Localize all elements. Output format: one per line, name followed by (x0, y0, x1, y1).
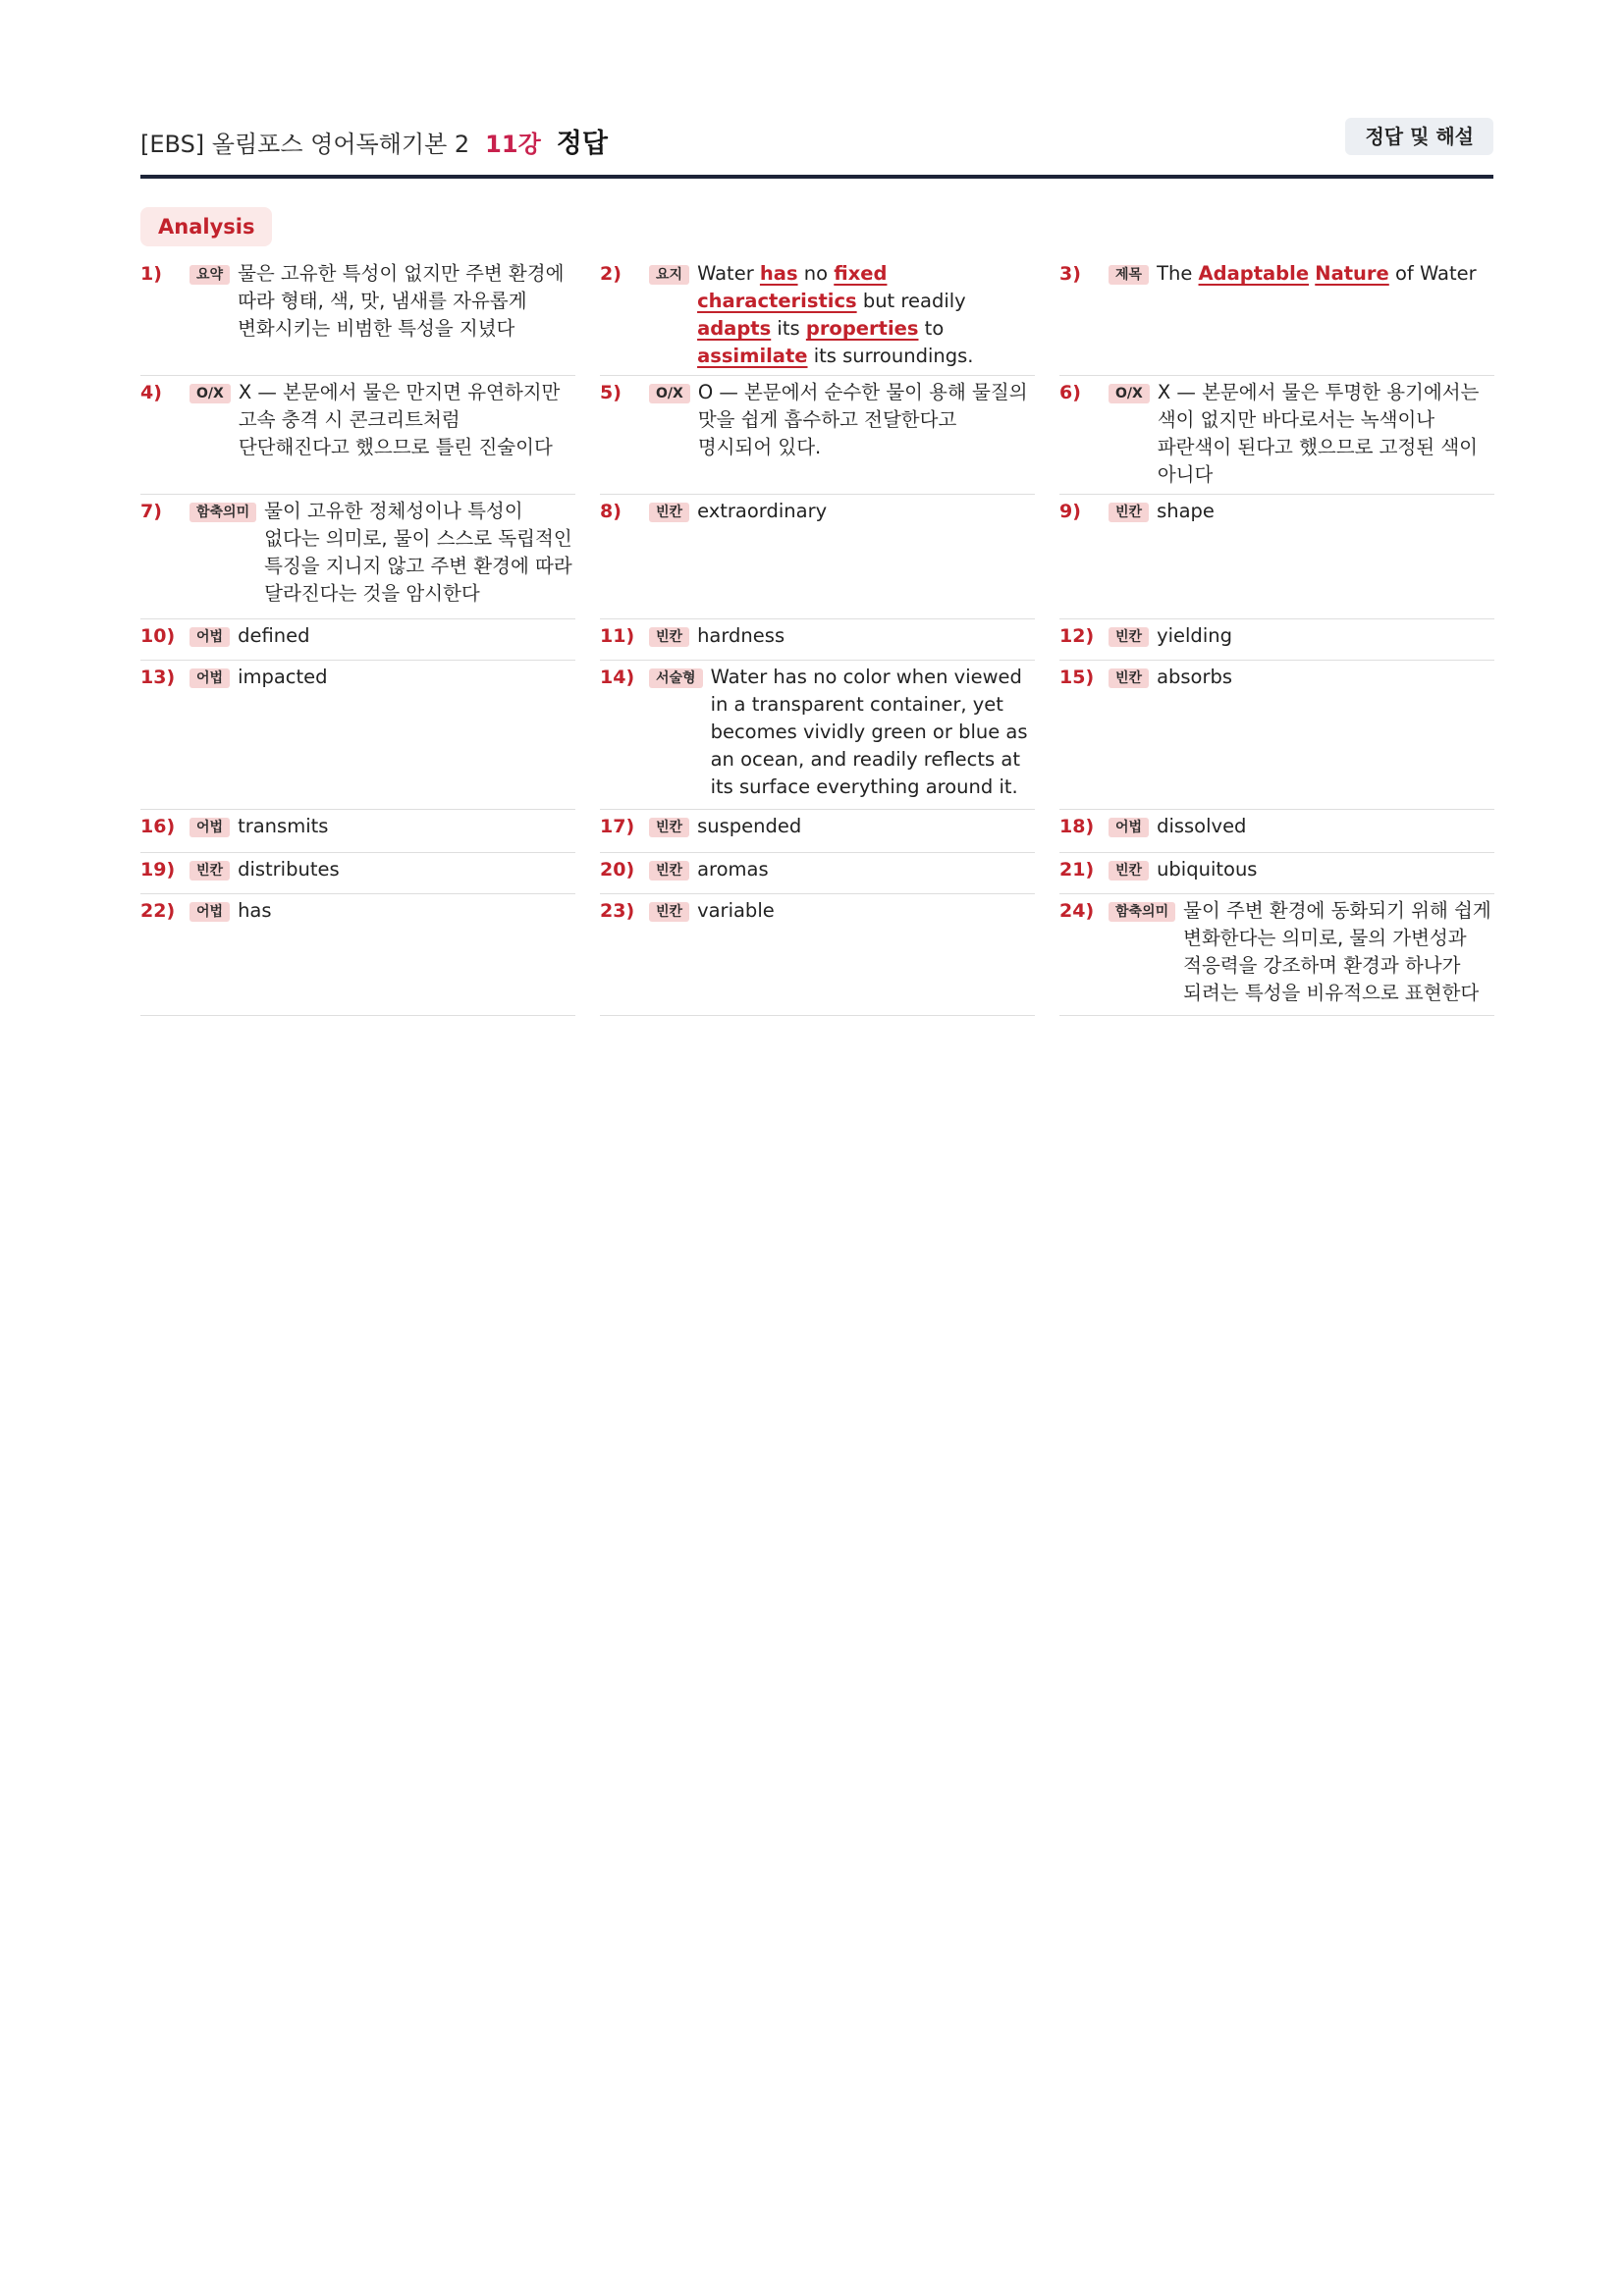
answer-number: 4) (140, 382, 162, 403)
highlighted-keyword: Adaptable (1198, 262, 1310, 285)
answer-number: 9) (1059, 501, 1081, 522)
question-type-badge: 빈칸 (649, 818, 689, 837)
answer-item (1059, 257, 1494, 376)
answers-and-explanations-button[interactable]: 정답 및 해설 (1345, 118, 1493, 155)
question-type-badge: 어법 (189, 902, 230, 922)
answer-number: 2) (600, 263, 622, 285)
answer-text-segment: but readily (856, 290, 966, 312)
question-type-badge: 요약 (189, 265, 230, 285)
answer-text: distributes (238, 858, 340, 881)
answer-item (1059, 619, 1494, 661)
answer-number: 1) (140, 263, 162, 285)
answer-number: 14) (600, 667, 635, 688)
question-type-badge: 빈칸 (1109, 668, 1149, 688)
answer-text: extraordinary (697, 500, 828, 522)
highlighted-keyword: has (759, 262, 798, 285)
answer-item (600, 376, 1035, 495)
page-title: 정답 (556, 129, 608, 159)
question-type-badge: 어법 (189, 668, 230, 688)
answer-text (1157, 260, 1494, 288)
answer-number: 11) (600, 625, 635, 647)
answer-number: 12) (1059, 625, 1095, 647)
question-type-badge: O/X (1109, 384, 1150, 403)
answer-item (140, 853, 575, 894)
answer-item (140, 376, 575, 495)
answer-number: 3) (1059, 263, 1081, 285)
answer-item (600, 257, 1035, 376)
answer-item (600, 619, 1035, 661)
answer-item (600, 495, 1035, 619)
page-header (140, 116, 1493, 179)
answer-item (600, 894, 1035, 1016)
highlighted-keyword: fixed (834, 262, 888, 285)
answer-item (1059, 661, 1494, 810)
answer-text-segment: The (1157, 262, 1199, 285)
answer-number: 24) (1059, 900, 1095, 922)
answer-item (1059, 894, 1494, 1016)
answer-item (600, 810, 1035, 853)
highlighted-keyword: assimilate (697, 345, 808, 367)
answer-text: impacted (238, 666, 328, 688)
answer-number: 8) (600, 501, 622, 522)
answer-item (1059, 810, 1494, 853)
answer-number: 23) (600, 900, 635, 922)
question-type-badge: 빈칸 (649, 503, 689, 522)
answer-item (1059, 376, 1494, 495)
answer-item (140, 495, 575, 619)
question-type-badge: 어법 (189, 818, 230, 837)
question-type-badge: 빈칸 (649, 902, 689, 922)
answer-text: X — 본문에서 물은 투명한 용기에서는 색이 없지만 바다로서는 녹색이나 파란색이 된다고 했으므로 고정된 색이 아니다 (1157, 381, 1480, 486)
answer-text: has (238, 899, 272, 922)
answer-item (140, 894, 575, 1016)
question-type-badge: 빈칸 (189, 861, 230, 881)
question-type-badge: 어법 (1109, 818, 1149, 837)
question-type-badge: 빈칸 (1109, 861, 1149, 881)
answer-text-segment: its surroundings. (807, 345, 974, 367)
answer-item (1059, 853, 1494, 894)
answer-number: 10) (140, 625, 176, 647)
highlighted-keyword: characteristics (697, 290, 857, 312)
question-type-badge: 요지 (649, 265, 689, 285)
answer-number: 13) (140, 667, 176, 688)
question-type-badge: 빈칸 (1109, 627, 1149, 647)
answer-grid (140, 257, 1493, 1016)
question-type-badge: 함축의미 (1109, 902, 1175, 922)
answer-text: X — 본문에서 물은 만지면 유연하지만 고속 충격 시 콘크리트처럼 단단해진다고 했으므로 틀린 진술이다 (238, 381, 561, 458)
answer-number: 16) (140, 816, 176, 837)
answer-number: 22) (140, 900, 176, 922)
answer-text-segment: its (771, 317, 806, 340)
answer-number: 21) (1059, 859, 1095, 881)
answer-text: dissolved (1157, 815, 1247, 837)
question-type-badge: O/X (649, 384, 690, 403)
highlighted-keyword: adapts (697, 317, 772, 340)
question-type-badge: 빈칸 (1109, 503, 1149, 522)
answer-text: aromas (697, 858, 769, 881)
question-type-badge: 빈칸 (649, 861, 689, 881)
question-type-badge: 제목 (1109, 265, 1149, 285)
answer-number: 6) (1059, 382, 1081, 403)
lesson-number: 11강 (485, 131, 541, 158)
answer-item (600, 853, 1035, 894)
answer-text: absorbs (1157, 666, 1233, 688)
answer-text: yielding (1157, 624, 1232, 647)
question-type-badge: 어법 (189, 627, 230, 647)
series-title: [EBS] 올림포스 영어독해기본 2 (140, 131, 470, 158)
answer-number: 20) (600, 859, 635, 881)
answer-item (600, 661, 1035, 810)
highlighted-keyword: Nature (1315, 262, 1389, 285)
question-type-badge: 빈칸 (649, 627, 689, 647)
answer-number: 5) (600, 382, 622, 403)
answer-item (140, 810, 575, 853)
answer-text: shape (1157, 500, 1215, 522)
question-type-badge: 서술형 (649, 668, 703, 688)
answer-text-segment: of Water (1388, 262, 1477, 285)
answer-number: 18) (1059, 816, 1095, 837)
question-type-badge: O/X (189, 384, 231, 403)
header-title-group (140, 122, 608, 160)
answer-text: 물이 고유한 정체성이나 특성이 없다는 의미로, 물이 스스로 독립적인 특징을 지니지 않고 주변 환경에 따라 달라진다는 것을 암시한다 (264, 500, 572, 605)
answer-text (697, 260, 1035, 370)
answer-item (140, 619, 575, 661)
answer-item (140, 661, 575, 810)
answer-text: 물이 주변 환경에 동화되기 위해 쉽게 변화한다는 의미로, 물의 가변성과 적응력을 강조하며 환경과 하나가 되려는 특성을 비유적으로 표현한다 (1183, 899, 1491, 1004)
answer-item (140, 257, 575, 376)
highlighted-keyword: properties (805, 317, 919, 340)
answer-text-segment: no (797, 262, 835, 285)
question-type-badge: 함축의미 (189, 503, 256, 522)
answer-text: ubiquitous (1157, 858, 1258, 881)
answer-number: 17) (600, 816, 635, 837)
analysis-label: Analysis (140, 207, 272, 246)
answer-text-segment: Water (697, 262, 760, 285)
answer-text: transmits (238, 815, 329, 837)
answer-text: hardness (697, 624, 785, 647)
answer-number: 15) (1059, 667, 1095, 688)
answer-text: variable (697, 899, 775, 922)
answer-item (1059, 495, 1494, 619)
answer-text: suspended (697, 815, 802, 837)
answer-number: 19) (140, 859, 176, 881)
answer-text: Water has no color when viewed in a transparent container, yet becomes vividly green or blue as an ocean, and readily reflects at its surface everything around it. (710, 666, 1028, 798)
answer-text: O — 본문에서 순수한 물이 용해 물질의 맛을 쉽게 흡수하고 전달한다고 명시되어 있다. (697, 381, 1028, 458)
answer-number: 7) (140, 501, 162, 522)
answer-text: defined (238, 624, 310, 647)
answer-text-segment: to (918, 317, 945, 340)
answer-text: 물은 고유한 특성이 없지만 주변 환경에 따라 형태, 색, 맛, 냄새를 자유롭게 변화시키는 비범한 특성을 지녔다 (238, 262, 565, 340)
